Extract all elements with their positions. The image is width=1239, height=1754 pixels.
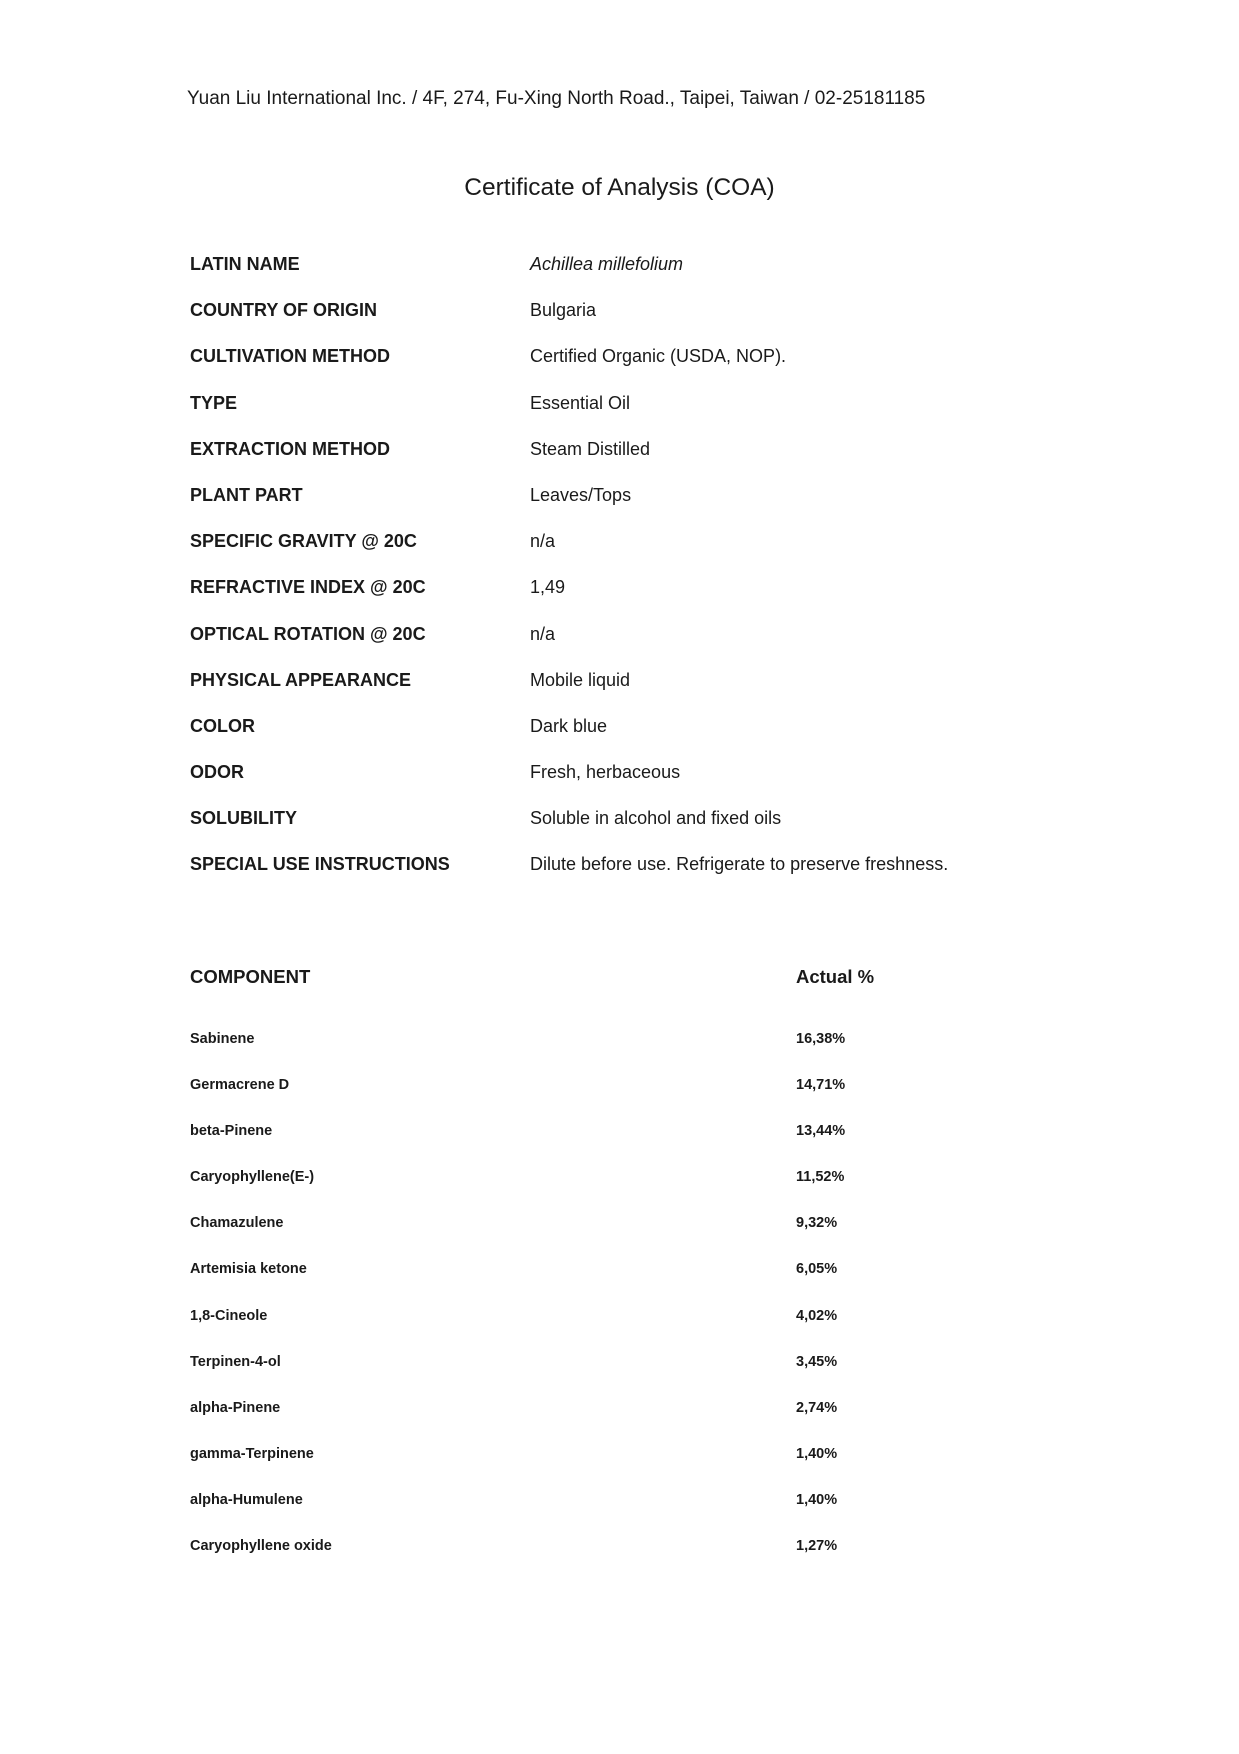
spec-value: Dilute before use. Refrigerate to preserve freshness.	[530, 854, 949, 875]
spec-value: Achillea millefolium	[530, 254, 684, 274]
company-header: Yuan Liu International Inc. / 4F, 274, Fu-Xing North Road., Taipei, Taiwan / 02-25181185	[187, 88, 926, 109]
spec-value: Certified Organic (USDA, NOP).	[530, 346, 787, 367]
component-name: Caryophyllene(E-)	[190, 1169, 315, 1186]
spec-label: SPECIAL USE INSTRUCTIONS	[190, 854, 450, 875]
spec-value: Soluble in alcohol and fixed oils	[530, 808, 782, 829]
spec-value: Steam Distilled	[530, 438, 651, 459]
component-percent: 1,27%	[796, 1538, 838, 1555]
spec-value: n/a	[530, 623, 556, 644]
component-name: Terpinen-4-ol	[190, 1353, 281, 1370]
component-percent: 11,52%	[796, 1169, 845, 1186]
spec-row-specific-gravity	[190, 531, 1090, 577]
table-row	[190, 1215, 1090, 1261]
spec-label: TYPE	[190, 392, 238, 413]
spec-label: ODOR	[190, 762, 244, 783]
table-row	[190, 1446, 1090, 1492]
component-percent: 16,38%	[796, 1031, 846, 1047]
table-row	[190, 1308, 1090, 1354]
component-column-header: COMPONENT	[190, 966, 311, 987]
spec-row-type	[190, 393, 1090, 439]
table-row	[190, 1077, 1090, 1123]
page-title: Certificate of Analysis (COA)	[464, 174, 775, 201]
spec-label: OPTICAL ROTATION @ 20C	[190, 623, 426, 644]
spec-table	[190, 254, 1090, 901]
spec-value: Dark blue	[530, 715, 608, 736]
spec-value: Bulgaria	[530, 300, 597, 321]
component-name: Artemisia ketone	[190, 1261, 307, 1278]
component-percent: 9,32%	[796, 1215, 838, 1232]
spec-label: SOLUBILITY	[190, 808, 297, 829]
table-row	[190, 1261, 1090, 1307]
component-name: 1,8-Cineole	[190, 1307, 268, 1324]
spec-value: Essential Oil	[530, 392, 631, 413]
spec-row-extraction-method	[190, 439, 1090, 485]
table-row	[190, 1169, 1090, 1215]
table-row	[190, 1538, 1090, 1584]
spec-label: COUNTRY OF ORIGIN	[190, 300, 378, 321]
table-row	[190, 1031, 1090, 1077]
spec-label: EXTRACTION METHOD	[190, 438, 390, 459]
component-percent: 3,45%	[796, 1353, 838, 1370]
component-percent: 14,71%	[796, 1077, 846, 1094]
component-name: beta-Pinene	[190, 1123, 273, 1140]
component-percent: 1,40%	[796, 1491, 838, 1508]
component-percent: 4,02%	[796, 1307, 838, 1324]
component-name: alpha-Humulene	[190, 1491, 303, 1508]
component-name: Germacrene D	[190, 1077, 290, 1094]
component-name: Chamazulene	[190, 1215, 284, 1232]
component-percent: 2,74%	[796, 1399, 838, 1416]
spec-value: 1,49	[530, 577, 566, 598]
spec-row-odor	[190, 762, 1090, 808]
table-row	[190, 1400, 1090, 1446]
actual-percent-column-header: Actual %	[796, 966, 875, 987]
spec-row-solubility	[190, 808, 1090, 854]
spec-row-physical-appearance	[190, 670, 1090, 716]
spec-label: COLOR	[190, 715, 255, 736]
component-percent: 13,44%	[796, 1123, 846, 1140]
spec-row-color	[190, 716, 1090, 762]
component-name: gamma-Terpinene	[190, 1445, 314, 1462]
table-row	[190, 1123, 1090, 1169]
component-name: alpha-Pinene	[190, 1399, 281, 1416]
spec-value: Fresh, herbaceous	[530, 762, 681, 783]
spec-label: SPECIFIC GRAVITY @ 20C	[190, 531, 417, 552]
spec-label: LATIN NAME	[190, 254, 300, 274]
spec-label: CULTIVATION METHOD	[190, 346, 390, 367]
table-row	[190, 1492, 1090, 1538]
spec-row-cultivation-method	[190, 346, 1090, 392]
spec-value: Leaves/Tops	[530, 484, 632, 505]
component-percent: 1,40%	[796, 1445, 838, 1462]
spec-label: PHYSICAL APPEARANCE	[190, 669, 412, 690]
spec-row-plant-part	[190, 485, 1090, 531]
spec-label: REFRACTIVE INDEX @ 20C	[190, 577, 426, 598]
spec-row-country-of-origin	[190, 300, 1090, 346]
spec-row-special-use-instructions	[190, 854, 1090, 900]
spec-row-latin-name	[190, 254, 1090, 300]
component-table-header	[190, 966, 1090, 992]
spec-value: Mobile liquid	[530, 669, 631, 690]
spec-value: n/a	[530, 531, 556, 552]
component-name: Sabinene	[190, 1031, 255, 1047]
spec-row-refractive-index	[190, 577, 1090, 623]
component-table	[190, 1031, 1090, 1584]
component-percent: 6,05%	[796, 1261, 838, 1278]
spec-row-optical-rotation	[190, 624, 1090, 670]
table-row	[190, 1354, 1090, 1400]
spec-label: PLANT PART	[190, 484, 303, 505]
component-name: Caryophyllene oxide	[190, 1538, 332, 1555]
